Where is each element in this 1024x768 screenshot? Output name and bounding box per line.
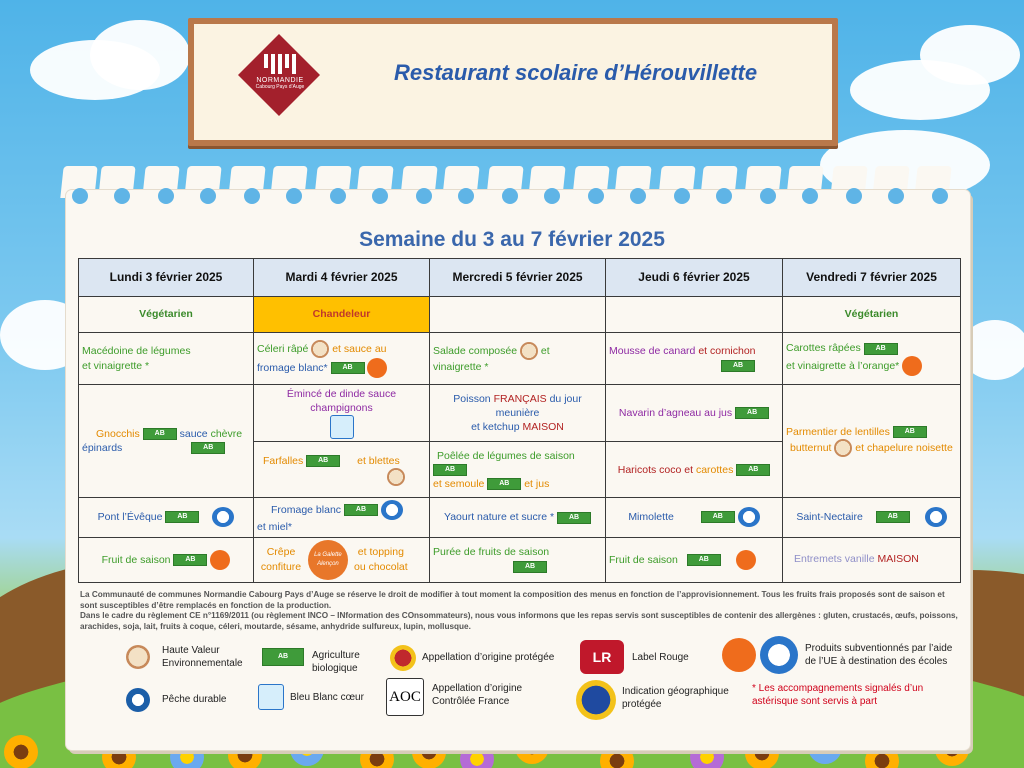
ue-schools-icon — [381, 500, 403, 520]
theme-wednesday — [430, 297, 606, 333]
entree-wednesday-line1: Salade composée — [433, 345, 518, 358]
cheese-thursday-text: Mimolette — [628, 511, 674, 524]
side-thursday-line2: et — [684, 463, 694, 476]
entree-tuesday — [254, 333, 430, 385]
label-rouge-icon: LR — [580, 640, 624, 674]
legal-notice — [80, 590, 960, 633]
cheese-monday-text: Pont l’Évêque — [97, 511, 163, 524]
main-thursday — [606, 385, 783, 442]
entree-thursday — [606, 333, 783, 385]
main-friday — [783, 385, 961, 498]
main-monday — [79, 385, 254, 498]
legal-text-1: La Communauté de communes Normandie Cabourg Pays d’Auge se réserve le droit de modifier à tout moment la composition des menus en fonction de l’approvisionnement. Tous les fruits frais proposés sont de saison et sont susceptibles d’être remplacés en fonction de la production. — [80, 590, 945, 610]
theme-friday: Végétarien — [783, 297, 961, 333]
entree-friday-line2: et vinaigrette à l’orange* — [786, 359, 900, 372]
theme-tuesday: Chandeleur — [254, 297, 430, 333]
ab-organic-icon: AB — [143, 428, 177, 440]
ue-schools-icon — [760, 636, 798, 674]
side-thursday — [606, 442, 783, 498]
entree-wednesday-line3: vinaigrette * — [433, 361, 489, 374]
entree-friday-line1: Carottes râpées — [786, 342, 861, 355]
fruits-ecoles-icon — [210, 550, 230, 570]
cheese-monday — [79, 498, 254, 537]
day-header-thursday: Jeudi 6 février 2025 — [606, 259, 783, 297]
dessert-friday-line1: Entremets vanille — [794, 553, 875, 566]
flower — [4, 735, 38, 768]
cloud — [90, 20, 190, 90]
ue-schools-icon — [925, 507, 947, 527]
dessert-tuesday-line4: ou chocolat — [353, 560, 408, 573]
dessert-tuesday-line1: Crêpe — [266, 546, 296, 559]
fruits-ecoles-icon — [736, 550, 756, 570]
entree-tuesday-line1: Céleri râpé — [257, 342, 309, 355]
main-monday-sauce: sauce — [179, 428, 208, 440]
side-wednesday-line2: et semoule — [433, 477, 485, 490]
legend-ue: Produits subventionnés par l’aide de l’UE à destination des écoles — [805, 643, 953, 667]
legal-text-2: Dans le cadre du règlement CE n°1169/2011 (ou règlement INCO – INformation des COnsommateurs), nous vous informons que les repas servis sont susceptibles de contenir des allergènes : gluten, crustacés, œufs, poissons, arachides, soja, lait, fruits à coque, céleri, moutarde, sésame, anhydride sulfureux, lupin, mollusque. — [80, 611, 958, 631]
menu-table — [78, 258, 961, 583]
dessert-monday — [79, 537, 254, 582]
dessert-friday-maison: MAISON — [877, 553, 919, 566]
legend-hve: Haute Valeur Environnementale — [162, 645, 243, 669]
galette-alencon-logo: La Galette Alençon — [308, 540, 348, 580]
ue-schools-icon — [738, 507, 760, 527]
entree-tuesday-line3: fromage blanc* — [257, 361, 328, 374]
dessert-monday-text: Fruit de saison — [101, 553, 171, 566]
main-friday-line1: Parmentier de lentilles — [786, 426, 890, 439]
side-thursday-line1: Haricots coco — [617, 463, 682, 476]
side-wednesday-line3: et jus — [524, 477, 550, 490]
main-thursday-dish: Navarin d’agneau au jus — [618, 407, 733, 420]
main-monday-cheese: chèvre — [210, 428, 243, 440]
day-header-row — [79, 259, 961, 297]
ab-organic-icon: AB — [893, 426, 927, 438]
entree-monday-line2: et vinaigrette * — [82, 359, 150, 372]
legend-asterisk: * Les accompagnements signalés d’un astérisque sont servis à part — [752, 683, 924, 707]
cheese-tuesday — [254, 498, 430, 537]
fruits-ecoles-icon — [722, 638, 756, 672]
dessert-tuesday-line3: et topping — [357, 546, 404, 559]
ab-organic-icon: AB — [513, 561, 547, 573]
theme-thursday — [606, 297, 783, 333]
ab-organic-icon: AB — [721, 360, 755, 372]
ab-organic-icon: AB — [433, 464, 467, 476]
main-tuesday-dish: Émincé de dinde sauce champignons — [286, 388, 397, 415]
hve-icon — [387, 468, 405, 486]
entree-friday — [783, 333, 961, 385]
ab-organic-icon: AB — [487, 478, 521, 490]
week-title: Semaine du 3 au 7 février 2025 — [359, 228, 665, 251]
dessert-row — [79, 537, 961, 582]
ab-organic-icon: AB — [262, 648, 304, 666]
main-wednesday-line1: Poisson — [453, 392, 491, 405]
legend-label-rouge: Label Rouge — [632, 652, 689, 663]
peche-durable-icon — [126, 688, 150, 712]
legend-ab: Agriculture biologique — [312, 650, 360, 674]
dessert-thursday — [606, 537, 783, 582]
hve-icon — [520, 342, 538, 360]
cloud — [920, 25, 1020, 85]
ab-organic-icon: AB — [735, 407, 769, 419]
logo-content — [237, 54, 323, 90]
ab-organic-icon: AB — [165, 511, 199, 523]
igp-icon — [576, 680, 616, 720]
dessert-friday — [783, 537, 961, 582]
ab-organic-icon: AB — [864, 343, 898, 355]
ue-schools-icon — [212, 507, 234, 527]
hve-icon — [126, 645, 150, 669]
ab-organic-icon: AB — [701, 511, 735, 523]
main-wednesday-line3: et ketchup — [471, 421, 520, 434]
logo-bars-icon — [237, 54, 323, 74]
legend-peche: Pêche durable — [162, 694, 227, 705]
entree-thursday-line2: et cornichon — [698, 345, 756, 358]
ab-organic-icon: AB — [173, 554, 207, 566]
entree-thursday-line1: Mousse de canard — [609, 345, 696, 358]
legend-aoc: Appellation d’origine Contrôlée France — [432, 683, 523, 707]
main-wednesday — [430, 385, 606, 442]
aoc-icon: AOC — [386, 678, 424, 716]
main-row — [79, 385, 961, 442]
cheese-wednesday — [430, 498, 606, 537]
main-wednesday-maison: MAISON — [522, 421, 564, 434]
title-board — [188, 18, 838, 146]
legend-bbc: Bleu Blanc cœur — [290, 692, 364, 703]
cheese-tuesday-line1: Fromage blanc — [271, 504, 342, 517]
page-title: Restaurant scolaire d’Hérouvillette — [394, 60, 758, 85]
side-thursday-line3: carottes — [695, 463, 734, 476]
entree-row — [79, 333, 961, 385]
ab-organic-icon: AB — [736, 464, 770, 476]
legend-igp: Indication géographique protégée — [622, 686, 729, 710]
theme-monday: Végétarien — [79, 297, 254, 333]
cheese-wednesday-text: Yaourt nature et sucre * — [443, 511, 555, 524]
ab-organic-icon: AB — [687, 554, 721, 566]
main-friday-line2: butternut — [790, 442, 832, 455]
side-tuesday — [254, 442, 430, 498]
ab-organic-icon: AB — [191, 442, 225, 454]
dessert-wednesday-text: Purée de fruits de saison — [433, 546, 550, 559]
entree-tuesday-line2: et sauce au — [332, 342, 387, 355]
day-header-tuesday: Mardi 4 février 2025 — [254, 259, 430, 297]
main-wednesday-origin: FRANÇAIS — [493, 392, 547, 405]
entree-monday — [79, 333, 254, 385]
main-monday-line1: Gnocchis — [96, 428, 140, 440]
hve-icon — [834, 439, 852, 457]
main-tuesday — [254, 385, 430, 442]
main-friday-line3: et chapelure noisette — [855, 442, 953, 455]
cheese-row — [79, 498, 961, 537]
main-monday-line2: épinards — [82, 442, 123, 455]
aop-icon — [390, 645, 416, 671]
bleu-blanc-coeur-icon — [258, 684, 284, 710]
bleu-blanc-coeur-icon — [330, 415, 354, 439]
cheese-tuesday-line2: et miel* — [257, 521, 293, 534]
ab-organic-icon: AB — [344, 504, 378, 516]
fruits-ecoles-icon — [902, 356, 922, 376]
ab-organic-icon: AB — [557, 512, 591, 524]
ab-organic-icon: AB — [331, 362, 365, 374]
legend-aop: Appellation d’origine protégée — [422, 652, 555, 663]
main-wednesday-line2: du jour meunière — [495, 392, 582, 420]
dessert-tuesday — [254, 537, 430, 582]
side-wednesday-line1: Poêlée de légumes de saison — [437, 449, 575, 462]
day-header-monday: Lundi 3 février 2025 — [79, 259, 254, 297]
side-wednesday — [430, 442, 606, 498]
dessert-wednesday — [430, 537, 606, 582]
fruits-ecoles-icon — [367, 358, 387, 378]
logo-subtitle: Cabourg Pays d’Auge — [255, 84, 305, 90]
entree-wednesday — [430, 333, 606, 385]
dessert-tuesday-line2: confiture — [260, 560, 302, 573]
hve-icon — [311, 340, 329, 358]
day-header-wednesday: Mercredi 5 février 2025 — [430, 259, 606, 297]
day-header-friday: Vendredi 7 février 2025 — [783, 259, 961, 297]
cheese-friday-text: Saint-Nectaire — [796, 511, 863, 524]
side-tuesday-line1: Farfalles — [263, 454, 304, 467]
cheese-thursday — [606, 498, 783, 537]
entree-wednesday-line2: et — [540, 345, 550, 358]
logo-text: NORMANDIE — [256, 77, 304, 84]
side-tuesday-line2: et blettes — [357, 454, 400, 467]
theme-row — [79, 297, 961, 333]
ab-organic-icon: AB — [306, 455, 340, 467]
cheese-friday — [783, 498, 961, 537]
entree-monday-line1: Macédoine de légumes — [82, 345, 191, 358]
ab-organic-icon: AB — [876, 511, 910, 523]
dessert-thursday-text: Fruit de saison — [609, 553, 678, 566]
